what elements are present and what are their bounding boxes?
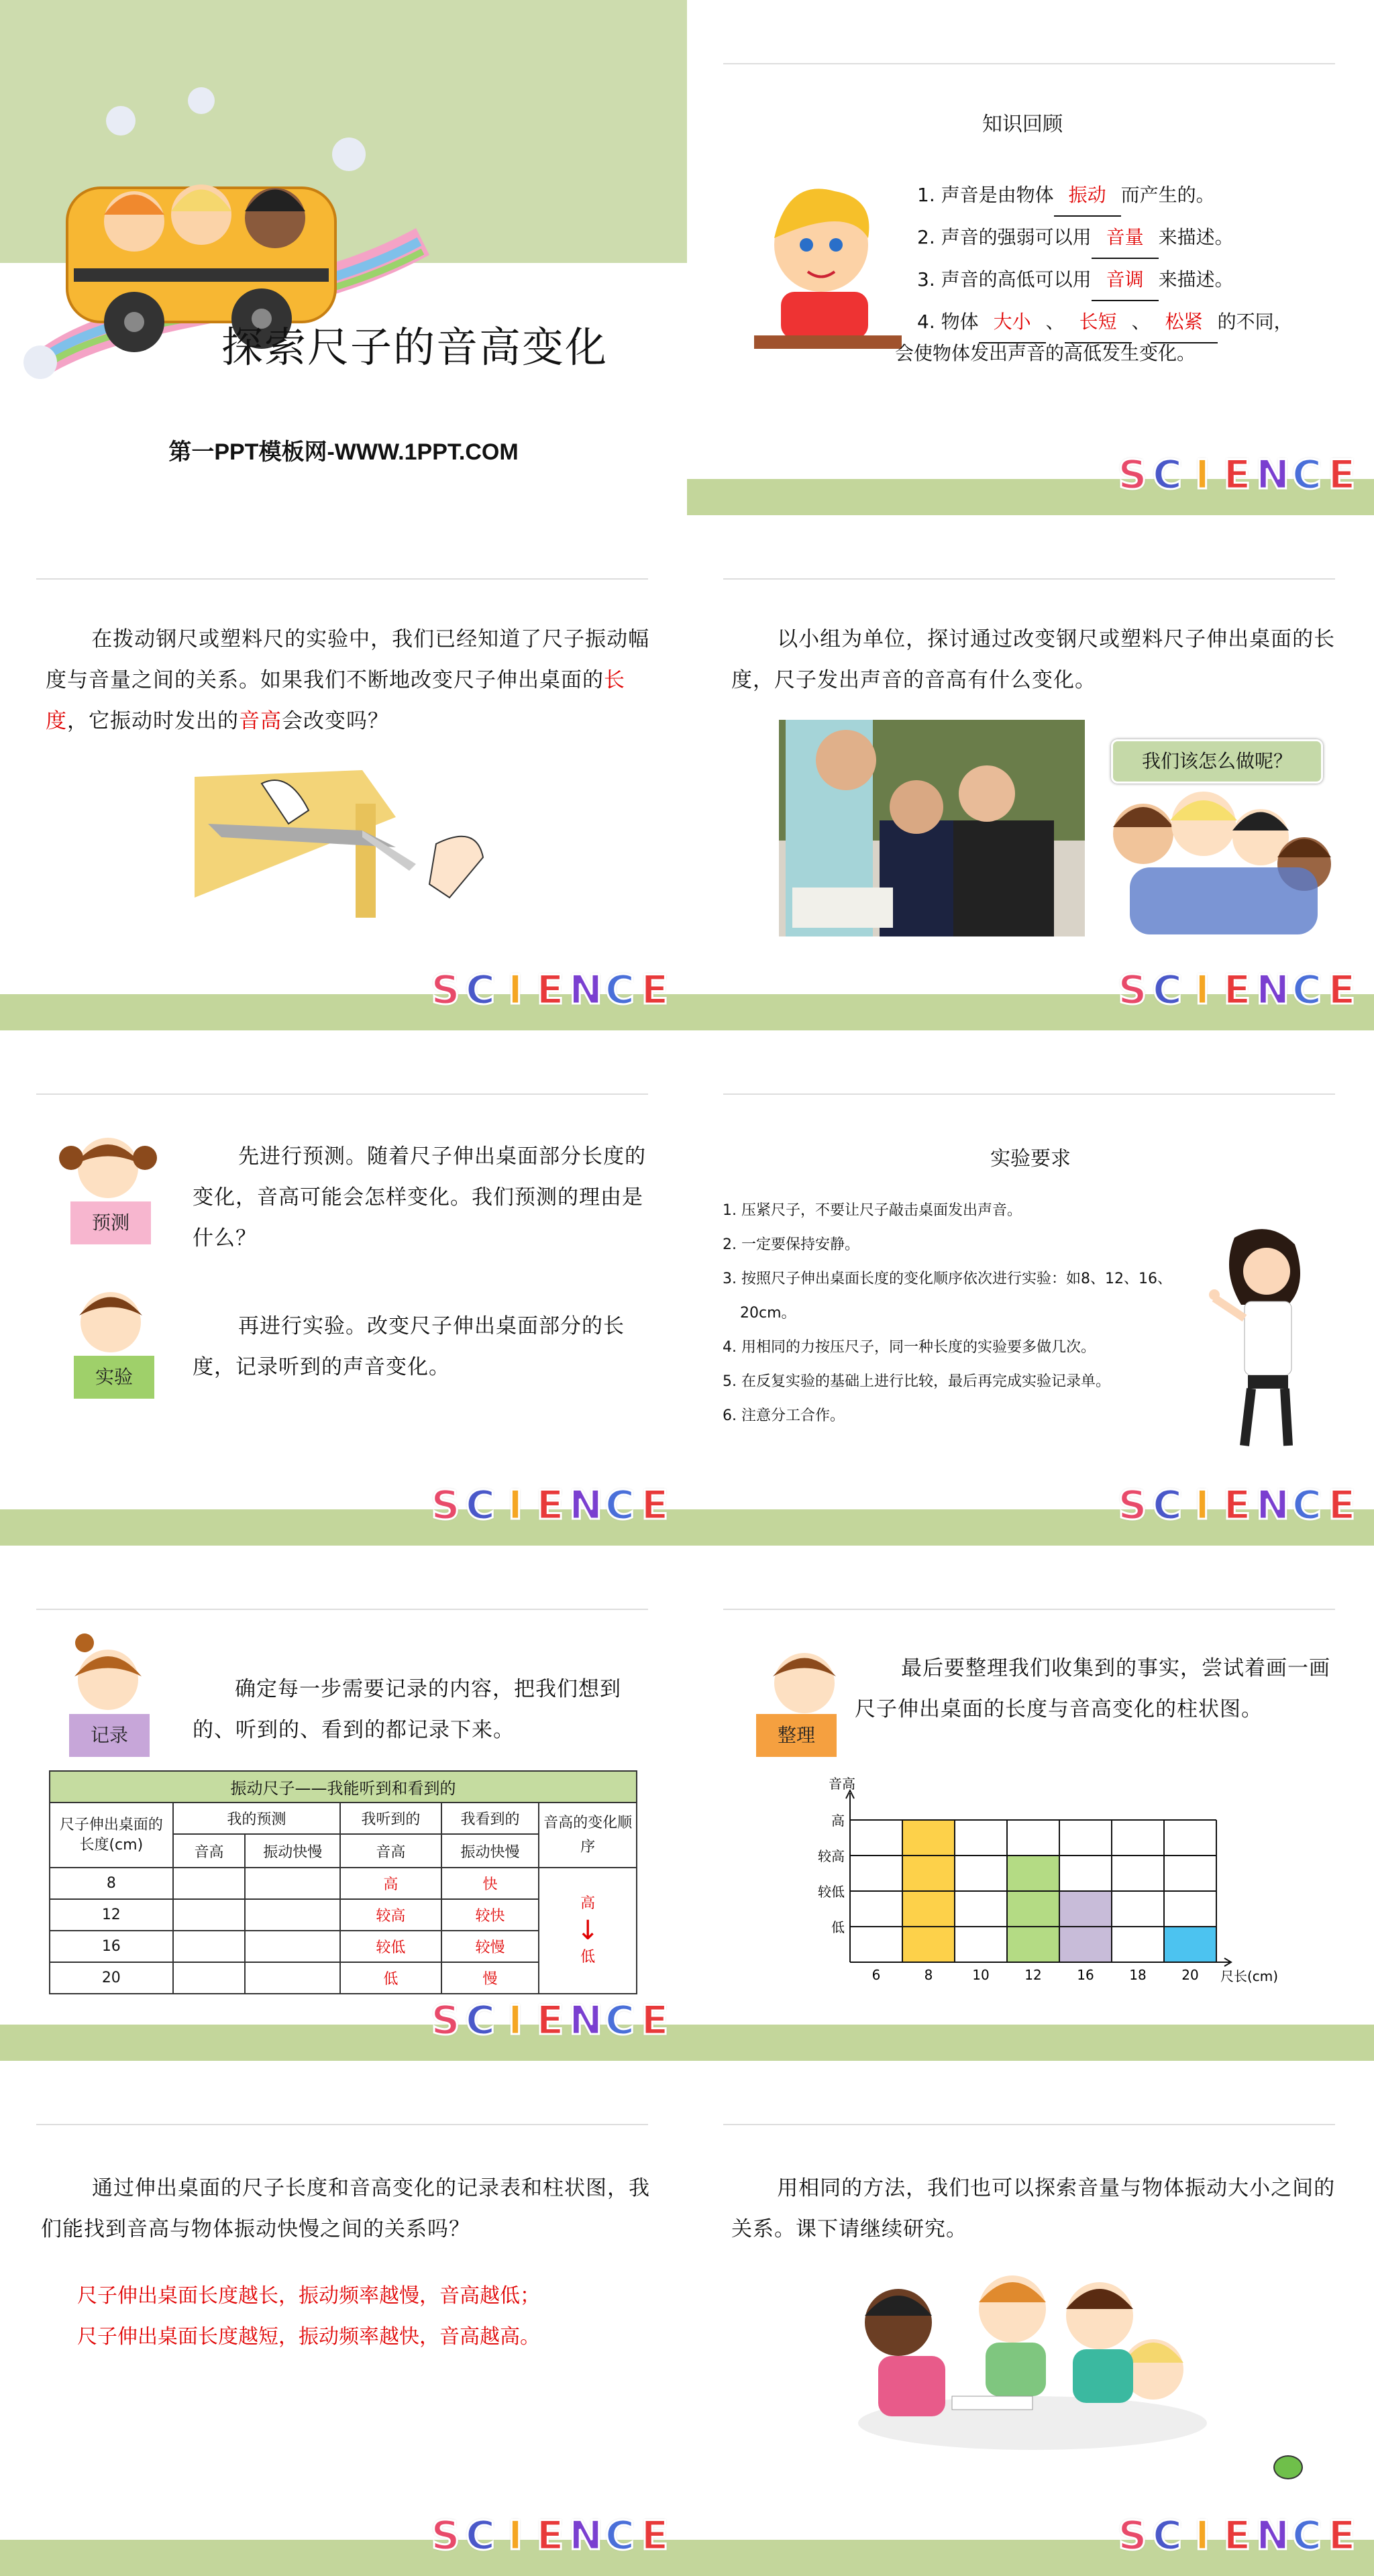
divider [36, 2124, 648, 2125]
slide-record [0, 1546, 687, 2061]
empty-cell [245, 1962, 340, 1994]
col-order-header: 音高的变化顺序 [539, 1803, 637, 1868]
answer-blank: 大小 [979, 301, 1046, 343]
boy-avatar-icon [60, 1279, 161, 1359]
logo-letter: C [1152, 1482, 1183, 1529]
science-logo [1116, 2512, 1358, 2560]
conclusion-line-1: 尺子伸出桌面长度越长，振动频率越慢，音高越低； [77, 2284, 540, 2308]
review-list [917, 174, 1293, 343]
kids-reading-illustration [838, 2262, 1227, 2457]
empty-cell [173, 1868, 246, 1899]
logo-letter: C [1152, 451, 1183, 498]
logo-letter: N [1256, 1482, 1290, 1529]
x-tick-label: 18 [1129, 1967, 1147, 1983]
ruler-on-table-illustration [195, 763, 496, 924]
logo-letter: E [641, 967, 669, 1014]
answer-blank: 松紧 [1151, 301, 1218, 343]
predict-label: 预测 [70, 1201, 151, 1244]
divider [723, 2124, 1335, 2125]
slide-predict-experiment [0, 1030, 687, 1546]
col-predict-header: 我的预测 [173, 1803, 340, 1834]
logo-letter: C [1152, 967, 1183, 1014]
down-arrow-icon: ↓ [576, 1915, 599, 1946]
answer-blank: 音量 [1092, 217, 1159, 259]
slide-conclusion [0, 2061, 687, 2576]
slide-group-task [687, 515, 1374, 1030]
x-tick-label: 6 [871, 1967, 881, 1983]
item-text: 的不同， [1217, 311, 1293, 333]
science-logo [1116, 1481, 1358, 1529]
logo-letter: S [431, 967, 460, 1014]
science-logo [429, 966, 671, 1014]
girl-avatar-icon [58, 1124, 158, 1205]
x-tick-label: 16 [1077, 1967, 1094, 1983]
separator: 、 [1045, 311, 1065, 333]
logo-letter: E [1223, 967, 1251, 1014]
slide-further-study [687, 2061, 1374, 2576]
answer-blank: 振动 [1054, 174, 1121, 217]
slide-knowledge-review [687, 0, 1374, 515]
task-paragraph: 以小组为单位，探讨通过改变钢尺或塑料尺子伸出桌面的长度，尺子发出声音的音高有什么变化。 [731, 627, 1336, 692]
record-paragraph: 确定每一步需要记录的内容，把我们想到的、听到的、看到的都记录下来。 [193, 1677, 621, 1742]
text: ，它振动时发出的 [67, 709, 239, 733]
answer-blank: 长短 [1065, 301, 1132, 343]
science-logo [429, 1996, 671, 2045]
bar-20 [1164, 1927, 1216, 1962]
conclusion-line-2: 尺子伸出桌面长度越短，振动频率越快，音高越高。 [77, 2325, 540, 2349]
logo-letter: C [604, 2512, 635, 2559]
sub-pitch-header: 音高 [173, 1834, 246, 1868]
question-paragraph [46, 619, 653, 742]
sub-pitch-header: 音高 [340, 1834, 441, 1868]
logo-letter: S [1118, 2512, 1147, 2559]
x-tick-label: 10 [972, 1967, 990, 1983]
text: 会改变吗？ [282, 709, 389, 733]
logo-letter: E [1328, 967, 1356, 1014]
logo-letter: I [1194, 451, 1210, 498]
review-item-4 [917, 301, 1293, 343]
divider [723, 1093, 1335, 1095]
logo-letter: I [507, 2512, 523, 2559]
record-label: 记录 [69, 1714, 150, 1757]
requirement-item: 1. 压紧尺子，不要让尺子敲击桌面发出声音。 [723, 1202, 1022, 1219]
kids-discussing-illustration [1090, 787, 1344, 948]
logo-letter: I [507, 1997, 523, 2044]
divider [36, 1093, 648, 1095]
science-logo [1116, 451, 1358, 499]
table-row [50, 1868, 637, 1899]
y-tick-label: 较高 [818, 1848, 845, 1864]
col-seen-header: 我看到的 [441, 1803, 539, 1834]
science-logo [1116, 966, 1358, 1014]
x-tick-label: 8 [924, 1967, 933, 1983]
logo-letter: C [1291, 451, 1322, 498]
item-text: 来描述。 [1158, 226, 1234, 248]
separator: 、 [1131, 311, 1151, 333]
slide-title [0, 0, 687, 515]
divider [723, 578, 1335, 580]
speech-bubble: 我们该怎么做呢？ [1111, 739, 1323, 784]
logo-letter: S [1118, 451, 1147, 498]
empty-cell [173, 1931, 246, 1962]
requirement-item: 2. 一定要保持安静。 [723, 1236, 859, 1253]
review-item-4-cont: 会使物体发出声音的高低发生变化。 [895, 342, 1196, 364]
pitch-bar-chart [808, 1774, 1279, 1995]
heard-cell: 高 [340, 1868, 441, 1899]
empty-cell [173, 1962, 246, 1994]
logo-letter: E [536, 1482, 564, 1529]
logo-letter: S [431, 1997, 460, 2044]
logo-letter: C [465, 1482, 496, 1529]
requirement-item: 6. 注意分工合作。 [723, 1407, 845, 1424]
length-cell: 12 [50, 1899, 173, 1931]
logo-letter: N [569, 1997, 603, 2044]
logo-letter: E [1328, 451, 1356, 498]
science-logo [429, 1481, 671, 1529]
order-low: 低 [580, 1949, 596, 1966]
heard-cell: 较低 [340, 1931, 441, 1962]
seen-cell: 慢 [441, 1962, 539, 1994]
experiment-paragraph: 再进行实验。改变尺子伸出桌面部分的长度，记录听到的声音变化。 [193, 1314, 625, 1379]
answer-blank: 音调 [1092, 259, 1159, 301]
seen-cell: 快 [441, 1868, 539, 1899]
divider [723, 1609, 1335, 1610]
highlight-length: 长度 [46, 668, 625, 733]
logo-letter: C [465, 967, 496, 1014]
heard-cell: 低 [340, 1962, 441, 1994]
logo-letter: C [604, 1997, 635, 2044]
slide-heading: 知识回顾 [982, 113, 1063, 136]
footer-site-text: 第一PPT模板网-WWW.1PPT.COM [168, 439, 519, 465]
logo-letter: E [1328, 1482, 1356, 1529]
y-tick-label: 高 [831, 1813, 845, 1829]
logo-letter: S [1118, 1482, 1147, 1529]
students-experiment-photo [779, 720, 1085, 936]
logo-letter: E [1223, 451, 1251, 498]
logo-letter: S [431, 1482, 460, 1529]
logo-letter: C [604, 1482, 635, 1529]
length-cell: 20 [50, 1962, 173, 1994]
corner-badge-icon [1273, 2455, 1303, 2479]
teacher-pointing-illustration [1208, 1224, 1322, 1456]
logo-letter: C [1291, 1482, 1322, 1529]
length-cell: 8 [50, 1868, 173, 1899]
table-title: 振动尺子——我能听到和看到的 [50, 1771, 637, 1803]
logo-letter: N [1256, 2512, 1290, 2559]
x-axis-label: 尺长(cm) [1220, 1968, 1279, 1984]
logo-letter: E [536, 2512, 564, 2559]
logo-letter: N [569, 1482, 603, 1529]
sub-speed-header: 振动快慢 [441, 1834, 539, 1868]
boy-reading-illustration [747, 164, 908, 366]
further-study-paragraph: 用相同的方法，我们也可以探索音量与物体振动大小之间的关系。课下请继续研究。 [731, 2176, 1336, 2241]
review-item-2 [917, 217, 1293, 259]
seen-cell: 较快 [441, 1899, 539, 1931]
divider [36, 578, 648, 580]
conclusion-question: 通过伸出桌面的尺子长度和音高变化的记录表和柱状图，我们能找到音高与物体振动快慢之间的关系吗？ [41, 2176, 650, 2241]
heard-cell: 较高 [340, 1899, 441, 1931]
length-cell: 16 [50, 1931, 173, 1962]
logo-letter: I [507, 1482, 523, 1529]
item-text: 3. 声音的高低可以用 [917, 268, 1092, 290]
logo-letter: E [1223, 2512, 1251, 2559]
requirement-item: 5. 在反复实验的基础上进行比较，最后再完成实验记录单。 [723, 1373, 1110, 1390]
logo-letter: C [604, 967, 635, 1014]
item-text: 4. 物体 [917, 311, 979, 333]
bar-12 [1007, 1856, 1059, 1962]
empty-cell [245, 1931, 340, 1962]
item-text: 来描述。 [1158, 268, 1234, 290]
logo-letter: I [1194, 1482, 1210, 1529]
requirement-item: 4. 用相同的力按压尺子，同一种长度的实验要多做几次。 [723, 1339, 1096, 1356]
divider [36, 1609, 648, 1610]
y-tick-label: 较低 [818, 1884, 845, 1900]
logo-letter: C [1291, 967, 1322, 1014]
conclusion-answer [77, 2275, 540, 2357]
review-item-1 [917, 174, 1293, 217]
y-axis-label: 音高 [829, 1776, 855, 1792]
logo-letter: C [1152, 2512, 1183, 2559]
footer-bar [687, 2025, 1374, 2061]
item-text: 1. 声音是由物体 [917, 184, 1054, 206]
slide-requirements [687, 1030, 1374, 1546]
organize-label: 整理 [756, 1714, 837, 1757]
logo-letter: C [465, 1997, 496, 2044]
order-cell [539, 1868, 637, 1994]
logo-letter: C [465, 2512, 496, 2559]
x-tick-label: 12 [1024, 1967, 1042, 1983]
logo-letter: I [1194, 2512, 1210, 2559]
boy-avatar-icon [757, 1633, 851, 1717]
logo-letter: C [1291, 2512, 1322, 2559]
requirements-list [723, 1193, 1206, 1433]
science-logo [429, 2512, 671, 2560]
empty-cell [245, 1899, 340, 1931]
text: 在拨动钢尺或塑料尺的实验中，我们已经知道了尺子振动幅度与音量之间的关系。如果我们不断地改变尺子伸出桌面的 [46, 627, 650, 692]
logo-letter: I [507, 967, 523, 1014]
slide-heading: 实验要求 [990, 1147, 1071, 1171]
logo-letter: N [569, 967, 603, 1014]
logo-letter: I [1194, 967, 1210, 1014]
logo-letter: S [1118, 967, 1147, 1014]
logo-letter: N [1256, 451, 1290, 498]
item-text: 2. 声音的强弱可以用 [917, 226, 1092, 248]
col-heard-header: 我听到的 [340, 1803, 441, 1834]
logo-letter: E [1328, 2512, 1356, 2559]
logo-letter: E [536, 1997, 564, 2044]
record-table [49, 1770, 637, 1994]
empty-cell [245, 1868, 340, 1899]
item-text: 而产生的。 [1120, 184, 1215, 206]
logo-letter: E [641, 2512, 669, 2559]
logo-letter: N [1256, 967, 1290, 1014]
empty-cell [173, 1899, 246, 1931]
seen-cell: 较慢 [441, 1931, 539, 1962]
logo-letter: S [431, 2512, 460, 2559]
slide-question [0, 515, 687, 1030]
requirement-item: 3. 按照尺子伸出桌面长度的变化顺序依次进行实验：如8、12、16、20cm。 [723, 1271, 1172, 1322]
presentation-title: 探索尺子的音高变化 [221, 323, 609, 372]
experiment-label: 实验 [74, 1356, 154, 1399]
highlight-pitch: 音高 [239, 709, 282, 733]
review-item-3 [917, 259, 1293, 301]
logo-letter: N [569, 2512, 603, 2559]
order-high: 高 [580, 1895, 596, 1912]
x-tick-label: 20 [1181, 1967, 1199, 1983]
logo-letter: E [536, 967, 564, 1014]
logo-letter: E [641, 1482, 669, 1529]
slide-bar-chart [687, 1546, 1374, 2061]
sub-speed-header: 振动快慢 [245, 1834, 340, 1868]
organize-paragraph: 最后要整理我们收集到的事实，尝试着画一画尺子伸出桌面的长度与音高变化的柱状图。 [855, 1656, 1330, 1721]
predict-paragraph: 先进行预测。随着尺子伸出桌面部分长度的变化，音高可能会怎样变化。我们预测的理由是什么？ [193, 1144, 646, 1250]
logo-letter: E [641, 1997, 669, 2044]
col-length-header: 尺子伸出桌面的长度(cm) [50, 1803, 173, 1868]
girl-avatar-icon [58, 1626, 158, 1717]
divider [723, 63, 1335, 64]
y-tick-label: 低 [831, 1919, 845, 1935]
logo-letter: E [1223, 1482, 1251, 1529]
